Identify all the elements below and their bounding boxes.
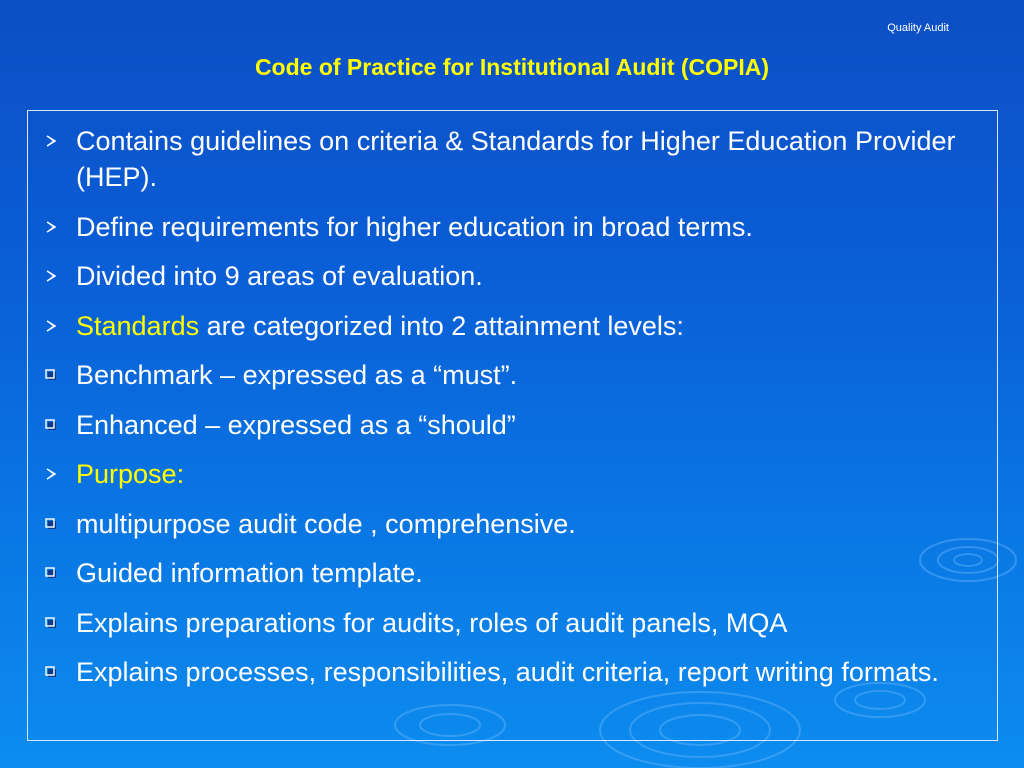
bullet-text: are categorized into 2 attainment levels: [199,310,684,341]
bullet-text: Contains guidelines on criteria & Standards for Higher Education Provider (HEP). [76,126,956,192]
slide-title: Code of Practice for Institutional Audit (COPIA) [254,54,770,80]
bullet-item [28,506,997,542]
bullet-item [28,357,997,393]
bullet-text: Benchmark – expressed as a “must”. [76,360,518,390]
content-box [27,110,998,741]
bullet-list [28,111,997,690]
square-icon [36,506,66,542]
arrow-icon [36,123,66,159]
bullet-item [28,407,997,443]
bullet-text: Explains processes, responsibilities, audit criteria, report writing formats. [76,657,939,687]
bullet-text: Enhanced – expressed as a “should” [76,409,516,440]
bullet-item [28,258,997,294]
bullet-item [28,555,997,591]
bullet-item [28,456,997,492]
highlight-text: Purpose: [76,459,185,489]
arrow-icon [36,258,66,294]
square-icon [36,605,66,641]
bullet-text: Divided into 9 areas of evaluation. [76,261,483,291]
bullet-item [28,654,997,690]
bullet-text: Define requirements for higher education in broad terms. [76,211,753,242]
square-icon [36,555,66,591]
arrow-icon [36,456,66,492]
highlight-text: Standards [76,310,200,341]
arrow-icon [36,308,66,344]
square-icon [36,357,66,393]
bullet-item [28,605,997,641]
square-icon [36,407,66,443]
bullet-item [28,209,997,245]
bullet-text: multipurpose audit code , comprehensive. [76,508,576,539]
header-tag: Quality Audit [887,22,949,34]
bullet-item [28,308,997,344]
arrow-icon [36,209,66,245]
bullet-item [28,123,997,195]
bullet-text: Guided information template. [76,558,423,588]
bullet-text: Explains preparations for audits, roles of audit panels, MQA [76,607,788,638]
square-icon [36,654,66,690]
